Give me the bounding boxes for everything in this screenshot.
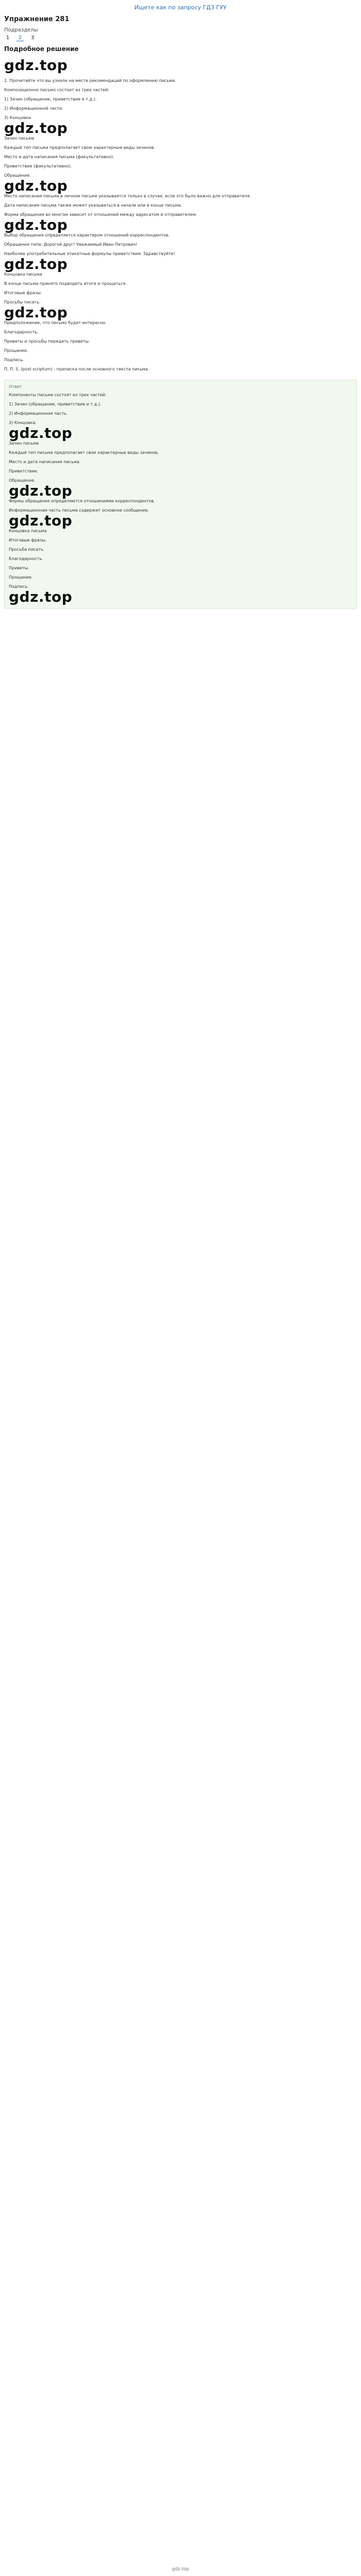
page-title: Упражнение 281 [4,15,70,23]
paragraph: Форма обращения во многом зависит от отношений между адресатом и отправителем. [4,212,197,217]
watermark-logo: gdz.top [4,304,68,321]
paragraph: Приветы и просьбы передать приветы. [4,339,90,344]
paragraph: Благодарность. [9,556,43,561]
paragraph: Подпись. [4,358,24,362]
paragraph: Благодарность. [4,330,39,334]
paragraph: 1) Зачин (обращение, приветствие и т.д.). [9,402,102,406]
paragraph: Обращение. [4,173,31,178]
pager-item-3[interactable]: 3 [30,35,35,41]
answer-text [9,392,352,605]
main-container [0,15,361,609]
paragraph: 3) Концовка. [9,420,37,425]
paragraph: 3) Концовки. [4,115,32,120]
watermark-logo: gdz.top [9,512,73,529]
paragraph: Место и дата написания письма (факультативно). [4,155,114,159]
watermark-logo: gdz.top [4,57,68,74]
paragraph: 1) Зачин (обращение, приветствие и т.д.). [4,97,97,101]
top-search-link[interactable]: Ищете как по запросу ГДЗ ГУУ [134,4,227,11]
paragraph: Место написания письма в личном письме указывается только в случае, если это было важно для отправителя. [4,194,251,198]
paragraph: 2) Информационная часть. [9,411,68,416]
paragraph: Обращения типа: Дорогой друг! Уважаемый Иван Петрович! [4,242,138,247]
watermark-logo: gdz.top [4,256,68,273]
watermark-logo: gdz.top [9,425,73,442]
paragraph: Зачин письма [9,441,39,446]
paragraph: Приветы. [9,566,29,570]
paragraph: 2) Информационной части. [4,106,63,111]
paragraph: Каждый тип письма предполагает свою характерные виды зачинов. [4,145,155,150]
paragraph: Композиционно письмо состоит из трех частей: [4,88,109,92]
watermark-logo: gdz.top [9,482,73,499]
paragraph: Прощание. [9,575,33,580]
pager [4,35,357,41]
paragraph: Каждый тип письма предполагает свои характерные виды зачинов. [9,450,159,455]
paragraph: Компоненты письма состоят из трех частей: [9,393,107,397]
paragraph: Концовка письма [9,529,47,533]
paragraph: Информационная часть письма содержит основное сообщение. [9,508,149,513]
paragraph: Прощание. [4,348,28,353]
paragraph: Итоговые фразы. [4,291,42,295]
answer-label: Ответ [9,384,22,389]
paragraph: Место и дата написания письма. [9,460,81,464]
paragraph: Приветствие (факультативно). [4,164,72,168]
paragraph: Просьбы писать. [4,300,41,304]
pager-item-2[interactable]: 2 [17,35,24,41]
paragraph: Обращение. [9,478,36,483]
footer-text: gdz.top [172,2567,189,2572]
watermark-logo: gdz.top [4,216,68,233]
paragraph: П. П. S. (post scriptum) - приписка после основного текста письма. [4,367,150,371]
watermark-logo: gdz.top [9,588,73,605]
paragraph: Предположение, что письмо будет интересно. [4,320,107,325]
paragraph: Итоговые фразы. [9,538,47,543]
answer-box [4,380,357,609]
paragraph: Приветствие. [9,469,39,473]
watermark-logo: gdz.top [4,177,68,194]
paragraph: 2. Прочитайте что вы узнали на месте рекомендаций по оформлению письма. [4,78,176,83]
paragraph: Концовка письма [4,272,42,277]
paragraph: Дата написания письма также может указываться в начале или в конце письма. [4,203,182,208]
paragraph: Просьба писать. [9,547,45,552]
section-heading: Подробное решение [4,45,79,53]
paragraph: Формы обращения определяются отношениями корреспондентов. [9,499,155,503]
paragraph: Зачин письма [4,136,35,141]
pager-item-1[interactable]: 1 [6,35,10,41]
paragraph: Выбор обращения определяется характером отношений корреспондентов. [4,233,170,238]
paragraph: Наиболее употребительные этикетные формулы приветствия: Здравствуйте! [4,251,175,256]
watermark-logo: gdz.top [4,120,68,137]
pager-label: Подразделы [4,27,38,33]
solution-text [4,78,357,372]
paragraph: Подпись. [9,584,29,589]
paragraph: В конце письма принято подводить итоги и прощаться. [4,281,127,286]
